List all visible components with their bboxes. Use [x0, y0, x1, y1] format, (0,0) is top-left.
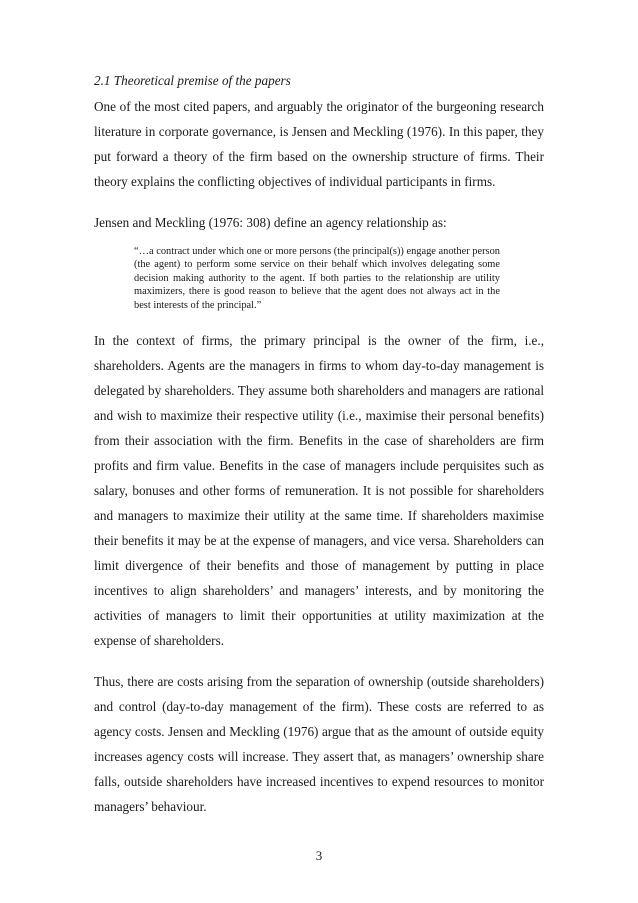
paragraph-gap: [94, 235, 544, 245]
page-content: [94, 72, 544, 819]
paragraph-gap: [94, 194, 544, 210]
paragraph-definition-lead: Jensen and Meckling (1976: 308) define an agency relationship as:: [94, 215, 447, 230]
paragraph-gap: [94, 653, 544, 669]
paragraph-agency-context: In the context of firms, the primary principal is the owner of the firm, i.e., shareholders. Agents are the managers in firms to whom day-to-day management is delegated by shareholders. They assume both shareholders and managers are rational and wish to maximize their respective utility (i.e., maximise their personal benefits) from their association with the firm. Benefits in the case of shareholders are firm profits and firm value. Benefits in the case of managers include perquisites such as salary, bonuses and other forms of remuneration. It is not possible for shareholders and managers to maximize their utility at the same time. If shareholders maximise their benefits it may be at the expense of managers, and vice versa. Shareholders can limit divergence of their benefits and those of management by putting in place incentives to align shareholders’ and managers’ interests, and by monitoring the activities of managers to limit their opportunities at utility maximization at the expense of shareholders.: [94, 333, 544, 649]
section-heading: 2.1 Theoretical premise of the papers: [94, 73, 291, 88]
block-quote: “…a contract under which one or more persons (the principal(s)) engage another person (the agent) to perform some service on their behalf which involves delegating some decision making authority to the agent. If both parties to the relationship are utility maximizers, there is good reason to believe that the agent does not always act in the best interests of the principal.”: [134, 246, 500, 311]
paragraph-gap: [94, 312, 544, 328]
page-number: 3: [315, 848, 323, 863]
paragraph-intro: One of the most cited papers, and arguably the originator of the burgeoning research literature in corporate governance, is Jensen and Meckling (1976). In this paper, they put forward a theory of the firm based on the ownership structure of firms. Their theory explains the conflicting objectives of individual participants in firms.: [94, 99, 544, 189]
paragraph-agency-costs: Thus, there are costs arising from the separation of ownership (outside shareholders) and control (day-to-day management of the firm). These costs are referred to as agency costs. Jensen and Meckling (1976) argue that as the amount of outside equity increases agency costs will increase. They assert that, as managers’ ownership share falls, outside shareholders have increased incentives to expend resources to monitor managers’ behaviour.: [94, 674, 544, 815]
